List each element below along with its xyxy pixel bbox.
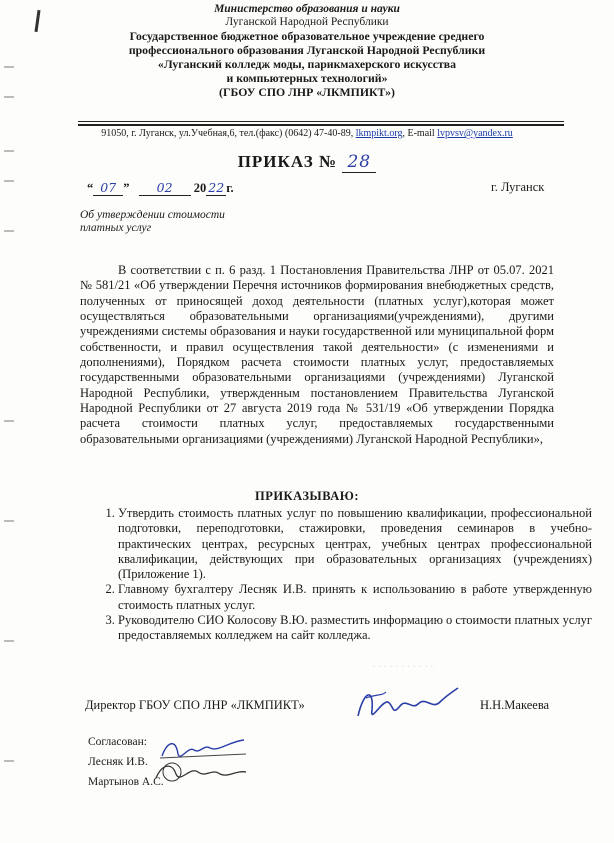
preamble-text: В соответствии с п. 6 разд. 1 Постановления Правительства ЛНР от 05.07. 2021 № 581/21 «Об утверждении Перечня источников формирования внебюджетных средств, полученных от приносящей доход деятельности (платных услуг),которая может осуществляться образовательными организациями(учреждениями), другими учреждениями системы образования и науки государственной или муниципальной форм собственности, и правил осуществления такой деятельности» (с изменениями и дополнениями), Порядком расчета стоимости платных услуг, предоставляемых государственными образовательными организациями (учреждениями) Луганской Народной Республики, утвержденным постановлением Правительства Луганской Народной Республики от 27 августа 2019 года № 531/19 «Об утверждении Порядка расчета стоимости платных услуг, предоставляемых государственными образовательными организациями (учреждениями) Луганской Народной Республики», [80,263,554,446]
margin-mark [4,640,14,642]
approval-person: Мартынов А.С. [88,776,164,788]
header-ministry: Министерство образования и науки [214,3,400,15]
date-month: 02 [139,180,191,196]
date-year-prefix: 20 [193,181,207,195]
order-item: 3. Руководителю СИО Колосову В.Ю. разместить информацию о стоимости платных услуг предоставляемых колледжем на сайт колледжа. [118,613,592,644]
order-number: 28 [342,152,376,173]
order-title [0,152,614,173]
order-subject [80,209,225,235]
header-org-line: (ГБОУ СПО ЛНР «ЛКМПИКТ») [219,85,395,99]
header-org-line: «Луганский колледж моды, парикмахерского искусства [157,57,457,71]
site-link[interactable]: lkmpikt.org [355,128,403,139]
header-republic: Луганской Народной Республики [225,16,389,28]
order-city: г. Луганск [491,180,545,194]
date-day: 07 [93,180,123,196]
address-text: 91050, г. Луганск, ул.Учебная,6, тел.(факс) (0642) 47-40-89, [101,128,354,139]
header-org-line: профессионального образования Луганской Народной Республики [128,43,486,57]
prikazyvayu-heading: ПРИКАЗЫВАЮ: [254,489,360,503]
approval-person: Лесняк И.В. [88,756,148,768]
approval-signature-scribble [150,758,250,786]
header-org-line: и компьютерных технологий» [226,71,388,85]
order-date [87,180,234,196]
order-item: 2. Главному бухгалтеру Лесняк И.В. принять к использованию в работе утвержденную стоимость платных услуг. [118,582,592,613]
approvals-title: Согласован: [88,736,147,748]
bleed-through-text: · · · · · · · · · · · [372,662,434,673]
director-position: Директор ГБОУ СПО ЛНР «ЛКМПИКТ» [85,698,305,712]
order-title-text: ПРИКАЗ № [237,152,338,171]
header-rule-thick [78,124,564,126]
director-signature-scribble [352,680,462,728]
margin-mark [4,760,14,762]
email-link[interactable]: lvpvsv@yandex.ru [437,128,513,139]
header-org-line: Государственное бюджетное образовательное учреждение среднего [129,29,485,43]
date-year-suffix: 22 [206,180,226,196]
date-quote-open: “ [87,181,94,195]
order-items-list [80,506,592,644]
director-name: Н.Н.Макеева [480,698,550,712]
header-rule [78,121,564,122]
header-address [0,128,614,139]
order-item: 1. Утвердить стоимость платных услуг по повышению квалификации, профессиональной подготовки, переподготовки, стажировки, проведения семинаров в учебно-практических центрах, ресурсных центрах, учебных центрах профессиональной квалификации, действующих при образовательных организациях (учреждениях) (Приложение 1). [118,506,592,582]
margin-mark [4,420,14,422]
email-label: , E-mail [402,128,435,139]
date-year-end: г. [226,181,234,195]
subject-line: платных услуг [80,222,152,234]
date-quote-close: ” [123,181,130,195]
margin-mark [4,180,14,182]
preamble-block [80,263,554,447]
margin-mark [4,520,14,522]
margin-mark [4,230,14,232]
subject-line: Об утверждении стоимости [80,209,225,221]
